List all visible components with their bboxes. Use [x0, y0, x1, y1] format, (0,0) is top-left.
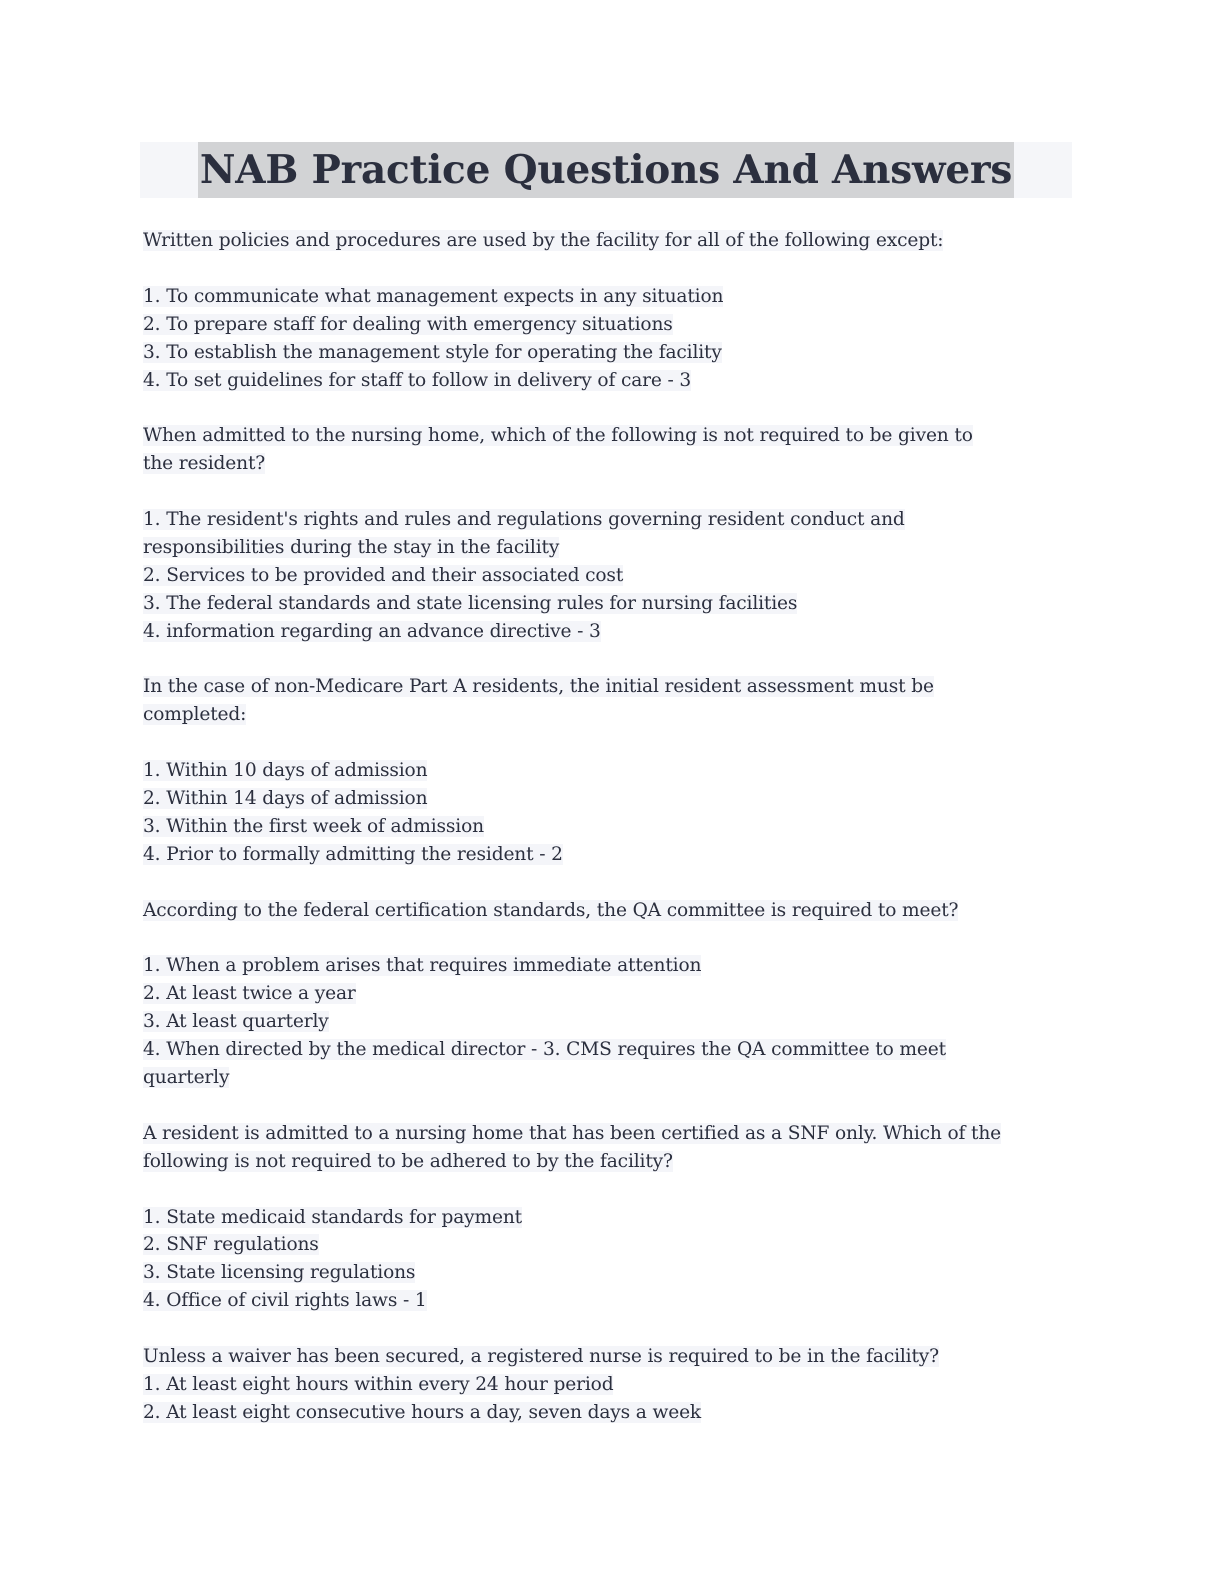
question-stem-line: According to the federal certification standards, the QA committee is required to meet?: [143, 899, 959, 921]
answer-option: 3. Within the first week of admission: [143, 815, 484, 837]
answer-option: 3. At least quarterly: [143, 1011, 329, 1033]
answer-option: 2. At least eight consecutive hours a day, seven days a week: [143, 1401, 702, 1423]
answer-options: [143, 757, 1073, 869]
answer-option: 4. information regarding an advance directive - 3: [143, 620, 601, 642]
question-stem: [143, 897, 1073, 925]
answer-option: 3. State licensing regulations: [143, 1262, 416, 1284]
question-stem-line: the resident?: [143, 453, 266, 475]
answer-option: 4. Prior to formally admitting the resident - 2: [143, 843, 563, 865]
answer-option: 1. Within 10 days of admission: [143, 760, 428, 782]
answer-option: 1. To communicate what management expects in any situation: [143, 285, 724, 307]
document-body: [143, 227, 1073, 1427]
answer-option: 1. State medicaid standards for payment: [143, 1206, 522, 1228]
question-stem-line: In the case of non-Medicare Part A residents, the initial resident assessment must be: [143, 676, 934, 698]
answer-options: [143, 506, 1073, 646]
question-stem: [143, 227, 1073, 255]
title-band: [140, 142, 1072, 198]
answer-option: 3. To establish the management style for operating the facility: [143, 341, 722, 363]
answer-option: 2. Services to be provided and their associated cost: [143, 564, 624, 586]
answer-option: 1. When a problem arises that requires immediate attention: [143, 955, 702, 977]
question-stem: [143, 1120, 1073, 1176]
answer-option: 2. Within 14 days of admission: [143, 788, 428, 810]
question-stem: [143, 422, 1073, 478]
answer-option: 4. To set guidelines for staff to follow in delivery of care - 3: [143, 369, 692, 391]
answer-options: [143, 1204, 1073, 1316]
question-stem-line: completed:: [143, 704, 247, 726]
answer-option: 1. The resident's rights and rules and regulations governing resident conduct and: [143, 509, 905, 531]
answer-option: 2. To prepare staff for dealing with emergency situations: [143, 313, 673, 335]
answer-options: [143, 952, 1073, 1092]
answer-option: 1. At least eight hours within every 24 hour period: [143, 1374, 614, 1395]
question-stem-line: A resident is admitted to a nursing home that has been certified as a SNF only. Which of the: [143, 1122, 1001, 1144]
answer-option: 4. Office of civil rights laws - 1: [143, 1290, 427, 1312]
answer-option: quarterly: [143, 1067, 230, 1089]
answer-option: 3. The federal standards and state licensing rules for nursing facilities: [143, 592, 798, 614]
question-stem-line: When admitted to the nursing home, which of the following is not required to be given to: [143, 425, 973, 447]
question-stem-line: following is not required to be adhered to by the facility?: [143, 1150, 673, 1172]
question-stem-line: Written policies and procedures are used by the facility for all of the following except:: [143, 230, 944, 251]
answer-option: 4. When directed by the medical director - 3. CMS requires the QA committee to meet: [143, 1039, 946, 1061]
answer-option: 2. At least twice a year: [143, 983, 356, 1005]
page-title: NAB Practice Questions And Answers: [198, 142, 1014, 198]
question-stem: [143, 1343, 1073, 1371]
answer-option: 2. SNF regulations: [143, 1234, 319, 1256]
question-stem-line: Unless a waiver has been secured, a registered nurse is required to be in the facility?: [143, 1346, 939, 1368]
answer-options: [143, 1371, 1073, 1427]
question-stem: [143, 673, 1073, 729]
answer-option: responsibilities during the stay in the facility: [143, 536, 560, 558]
answer-options: [143, 283, 1073, 395]
